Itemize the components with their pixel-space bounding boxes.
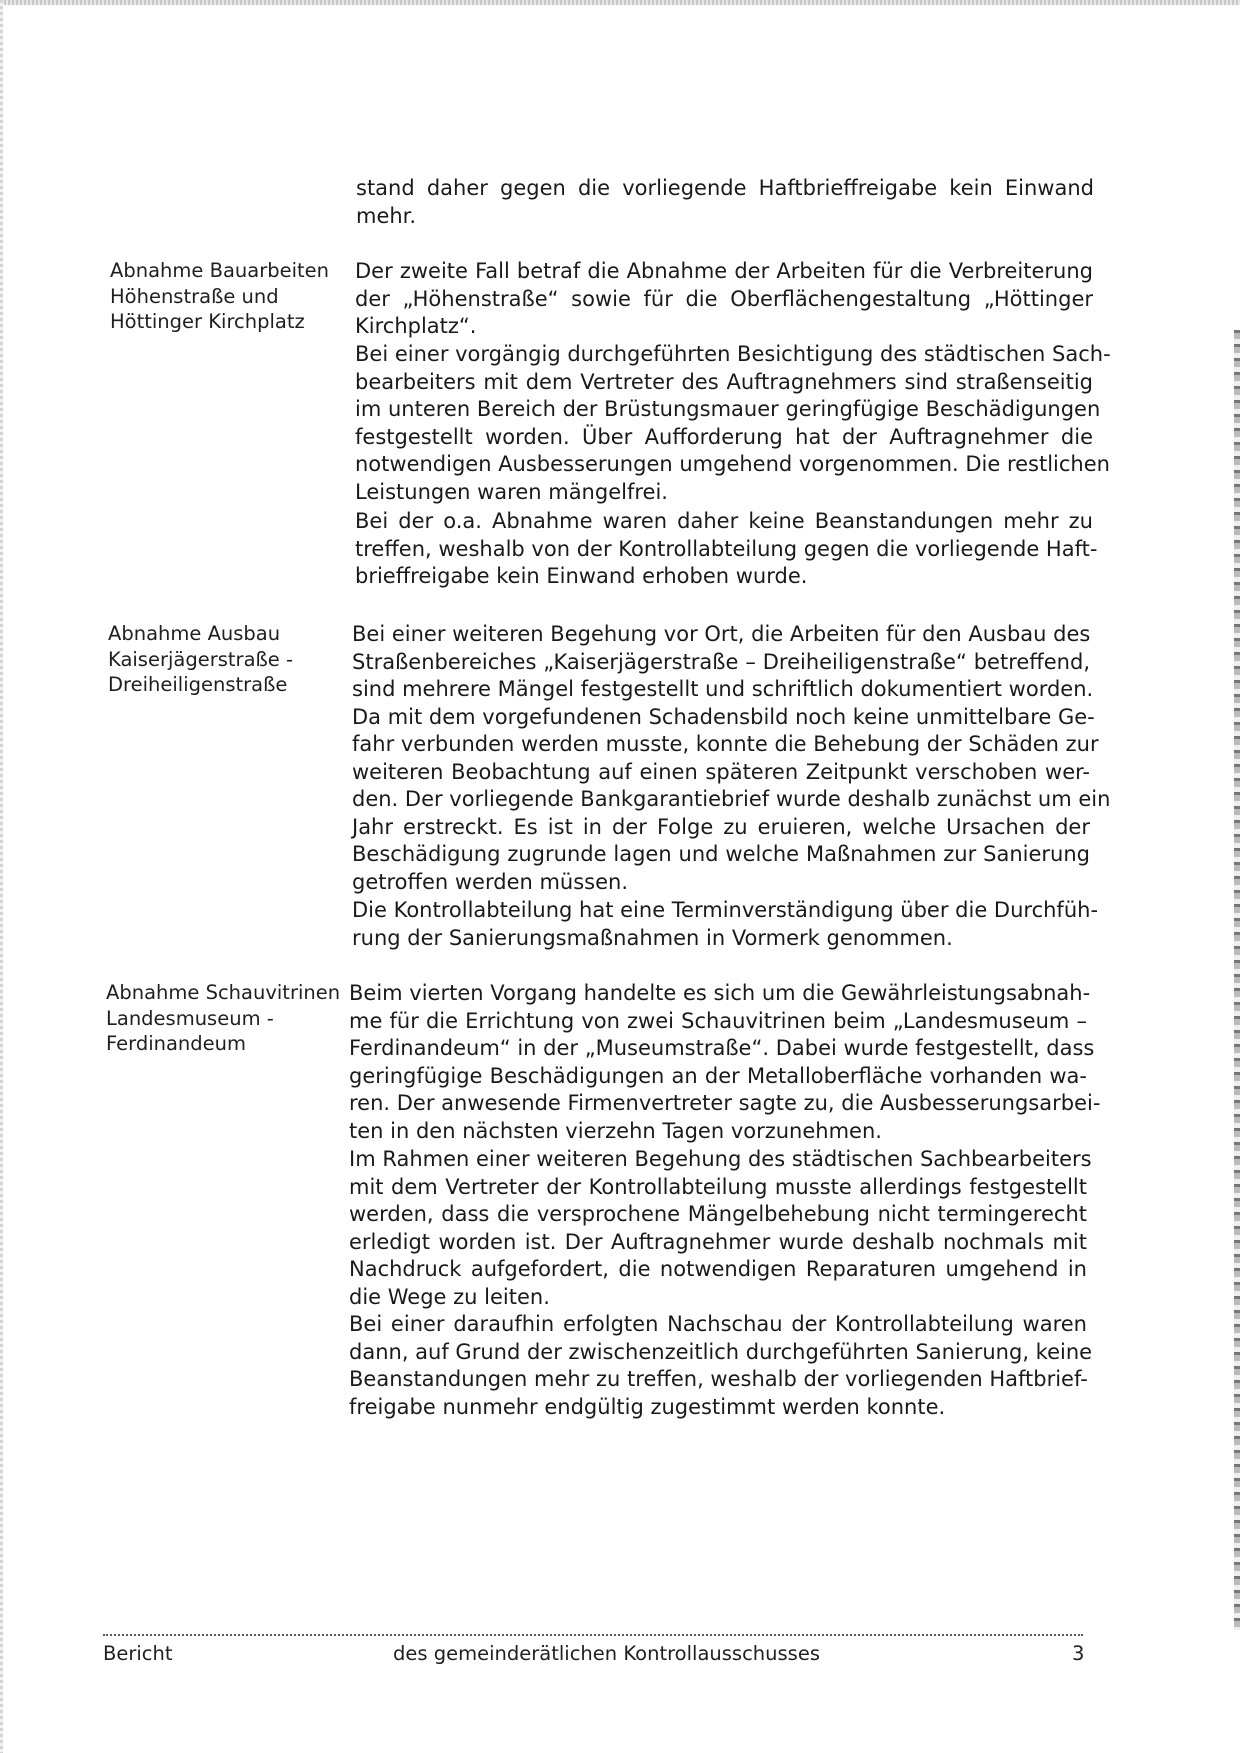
text-line: Ferdinandeum“ in der „Museumstraße“. Dabei wurde festgestellt, dass: [349, 1036, 1095, 1060]
text-line: bearbeiters mit dem Vertreter des Auftragnehmers sind straßenseitig: [355, 369, 1093, 394]
text-line: notwendigen Ausbesserungen umgehend vorgenommen. Die restlichen: [355, 452, 1110, 476]
sidebar-heading-kaiserjaegerstrasse: [108, 621, 323, 698]
text-line: Leistungen waren mängelfrei.: [355, 479, 668, 504]
text-line: dann, auf Grund der zwischenzeitlich durchgeführten Sanierung, keine: [349, 1339, 1093, 1364]
text-line: fahr verbunden werden musste, konnte die Behebung der Schäden zur: [352, 732, 1099, 756]
text-line: Straßenbereiches „Kaiserjägerstraße – Dreiheiligenstraße“ betreffend,: [352, 649, 1090, 674]
text-line: stand daher gegen die vorliegende Haftbrieffreigabe kein Einwand: [356, 176, 1094, 200]
text-line: Bei einer daraufhin erfolgten Nachschau der Kontrollabteilung waren: [349, 1312, 1087, 1336]
text-line: freigabe nunmehr endgültig zugestimmt werden konnte.: [349, 1394, 946, 1419]
sidebar-heading-schauvitrinen: [106, 980, 341, 1057]
sidebar-heading-line: Höttinger Kirchplatz: [110, 310, 305, 333]
text-line: werden, dass die versprochene Mängelbehebung nicht termingerecht: [349, 1202, 1087, 1226]
text-line: im unteren Bereich der Brüstungsmauer geringfügige Beschädigungen: [355, 397, 1101, 421]
paragraph-kaiserjaegerstrasse-2: [352, 897, 1099, 952]
scan-edge-right: [1234, 330, 1240, 1630]
paragraph-hoehenstrasse-3: [355, 508, 1098, 591]
text-line: Da mit dem vorgefundenen Schadensbild noch keine unmittelbare Ge-: [352, 704, 1095, 729]
paragraph-schauvitrinen-2: [349, 1146, 1092, 1311]
scan-edge-top: [0, 0, 1240, 5]
text-line: Beanstandungen mehr zu treffen, weshalb der vorliegenden Haftbrief-: [349, 1367, 1088, 1391]
sidebar-heading-line: Landesmuseum -: [106, 1006, 274, 1030]
footer-center-label: des gemeinderätlichen Kontrollausschusses: [393, 1642, 820, 1665]
text-line: me für die Errichtung von zwei Schauvitrinen beim „Landesmuseum –: [349, 1008, 1087, 1033]
sidebar-heading-line: Dreiheiligenstraße: [108, 673, 288, 696]
text-line: Bei einer weiteren Begehung vor Ort, die Arbeiten für den Ausbau des: [352, 622, 1091, 646]
paragraph-schauvitrinen-1: [349, 980, 1101, 1145]
text-line: geringfügige Beschädigungen an der Metalloberfläche vorhanden wa-: [349, 1063, 1087, 1088]
text-line: der „Höhenstraße“ sowie für die Oberflächengestaltung „Höttinger: [355, 286, 1093, 311]
text-line: den. Der vorliegende Bankgarantiebrief wurde deshalb zunächst um ein: [352, 787, 1111, 811]
text-line: Kirchplatz“.: [355, 314, 477, 338]
text-line: erledigt worden ist. Der Auftragnehmer wurde deshalb nochmals mit: [349, 1229, 1087, 1254]
footer-dotted-rule: [103, 1634, 1083, 1636]
paragraph-hoehenstrasse-1: [355, 258, 1093, 341]
sidebar-heading-line: Abnahme Bauarbeiten: [110, 259, 330, 282]
text-line: getroffen werden müssen.: [352, 869, 629, 894]
text-line: ren. Der anwesende Firmenvertreter sagte zu, die Ausbesserungsarbei-: [349, 1091, 1101, 1115]
sidebar-heading-hoehenstrasse: [110, 258, 330, 335]
text-line: festgestellt worden. Über Aufforderung hat der Auftragnehmer die: [355, 424, 1093, 449]
sidebar-heading-line: Höhenstraße und: [110, 284, 279, 308]
page-number: 3: [1072, 1642, 1085, 1665]
text-line: mehr.: [356, 203, 417, 228]
text-line: rung der Sanierungsmaßnahmen in Vormerk genommen.: [352, 925, 953, 950]
text-line: Im Rahmen einer weiteren Begehung des städtischen Sachbearbeiters: [349, 1147, 1092, 1171]
scan-edge-left: [0, 0, 3, 1753]
text-line: Nachdruck aufgefordert, die notwendigen Reparaturen umgehend in: [349, 1257, 1087, 1281]
text-line: sind mehrere Mängel festgestellt und schriftlich dokumentiert worden.: [352, 677, 1094, 701]
paragraph-intro: [356, 175, 1094, 230]
text-line: mit dem Vertreter der Kontrollabteilung musste allerdings festgestellt: [349, 1174, 1087, 1199]
text-line: Bei einer vorgängig durchgeführten Besichtigung des städtischen Sach-: [355, 342, 1111, 366]
sidebar-heading-line: Ferdinandeum: [106, 1032, 247, 1055]
text-line: brieffreigabe kein Einwand erhoben wurde.: [355, 564, 808, 588]
paragraph-schauvitrinen-3: [349, 1311, 1093, 1421]
text-line: Bei der o.a. Abnahme waren daher keine Beanstandungen mehr zu: [355, 509, 1093, 533]
text-line: die Wege zu leiten.: [349, 1284, 550, 1309]
text-line: Beschädigung zugrunde lagen und welche Maßnahmen zur Sanierung: [352, 842, 1090, 866]
text-line: treffen, weshalb von der Kontrollabteilung gegen die vorliegende Haft-: [355, 536, 1098, 561]
text-line: weiteren Beobachtung auf einen späteren Zeitpunkt verschoben wer-: [352, 759, 1090, 784]
paragraph-hoehenstrasse-2: [355, 341, 1111, 506]
sidebar-heading-line: Abnahme Schauvitrinen: [106, 981, 341, 1004]
text-line: Jahr erstreckt. Es ist in der Folge zu eruieren, welche Ursachen der: [352, 814, 1090, 839]
sidebar-heading-line: Kaiserjägerstraße -: [108, 647, 294, 671]
sidebar-heading-line: Abnahme Ausbau: [108, 622, 281, 645]
text-line: Beim vierten Vorgang handelte es sich um die Gewährleistungsabnah-: [349, 981, 1091, 1005]
paragraph-kaiserjaegerstrasse-1: [352, 621, 1111, 896]
text-line: Die Kontrollabteilung hat eine Terminverständigung über die Durchfüh-: [352, 898, 1099, 922]
text-line: Der zweite Fall betraf die Abnahme der Arbeiten für die Verbreiterung: [355, 259, 1093, 283]
text-line: ten in den nächsten vierzehn Tagen vorzunehmen.: [349, 1118, 882, 1143]
footer-left-label: Bericht: [103, 1642, 173, 1665]
